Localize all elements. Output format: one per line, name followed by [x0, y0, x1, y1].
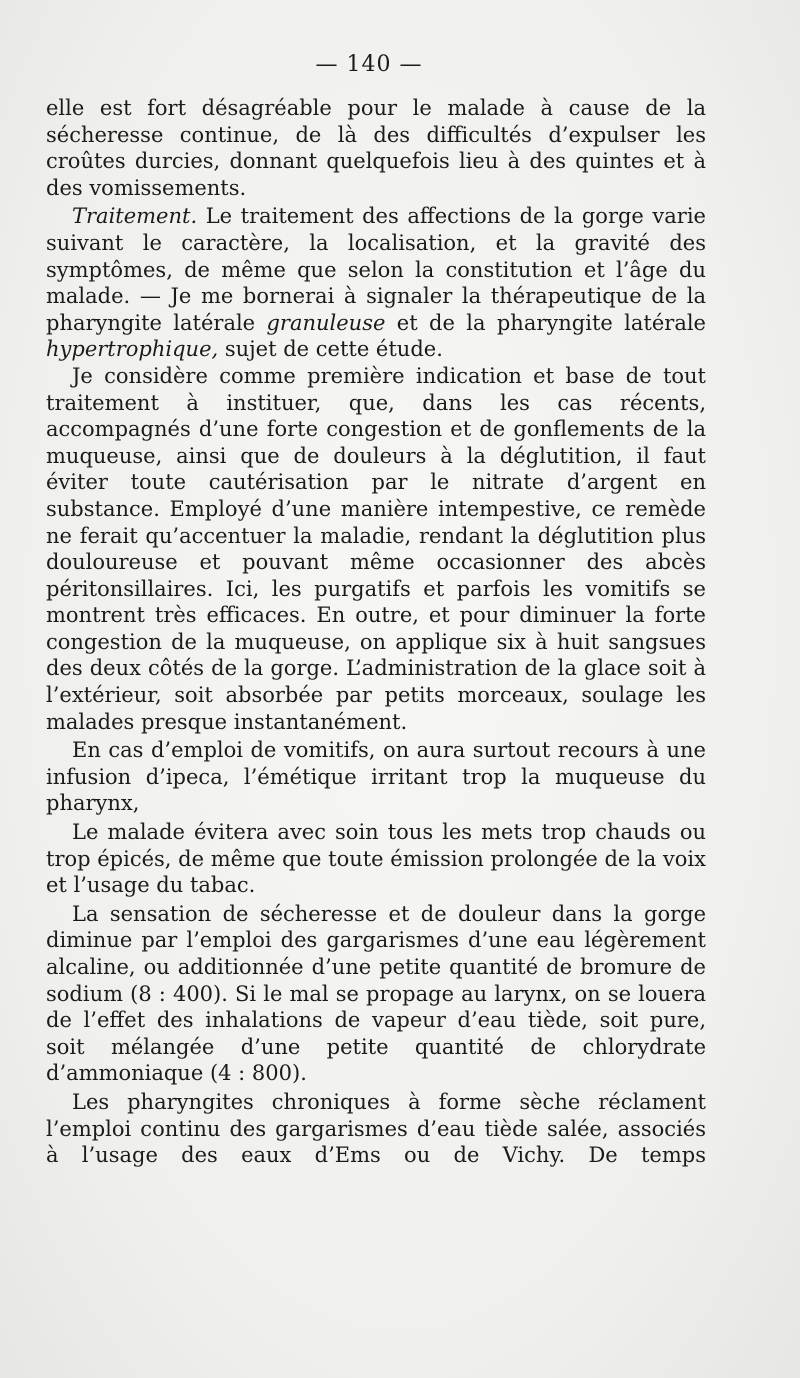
paragraph-4-text: En cas d’emploi de vomitifs, on aura surtout recours à une infusion d’ipeca, l’émétique irritant trop la muqueuse du pharynx, — [46, 738, 706, 816]
paragraph-6 — [46, 901, 706, 1087]
body-text — [46, 95, 706, 1169]
paragraph-2 — [46, 203, 706, 363]
paragraph-1-text: elle est fort désagréable pour le malade à cause de la sécheresse continue, de là des difficultés d’expulser les croûtes durcies, donnant quelquefois lieu à des quintes et à des vomissements. — [46, 96, 706, 200]
paragraph-2-text-a: Le traitement des affections de la gorge varie suivant le caractère, la localisation, et la gravité des symptômes, de même que selon la constitution et l’âge du malade. — Je me bornerai à signaler la thérapeutique de la pharyngite latérale — [46, 204, 706, 335]
paragraph-5-text: Le malade évitera avec soin tous les mets trop chauds ou trop épicés, de même que toute émission prolongée de la voix et l’usage du tabac. — [46, 820, 706, 898]
paragraph-7 — [46, 1089, 706, 1169]
page-number: — 140 — — [315, 52, 423, 77]
section-heading-traitement: Traitement. — [72, 204, 198, 229]
paragraph-4 — [46, 737, 706, 817]
term-hypertrophique: hypertrophique, — [46, 337, 219, 362]
paragraph-3-text: Je considère comme première indication et base de tout traitement à instituer, que, dans les cas récents, accompagnés d’une forte congestion et de gonflements de la muqueuse, ainsi que de douleurs à la déglutition, il faut éviter toute cautérisation par le nitrate d’argent en substance. Employé d’une manière intempestive, ce remède ne ferait qu’accentuer la maladie, rendant la déglutition plus douloureuse et pouvant même occasionner des abcès péritonsillaires. Ici, les purgatifs et parfois les vomitifs se montrent très efficaces. En outre, et pour diminuer la forte congestion de la muqueuse, on applique six à huit sangsues des deux côtés de la gorge. L’administration de la glace soit à l’extérieur, soit absorbée par petits morceaux, soulage les malades presque instantanément. — [46, 363, 706, 734]
paragraph-3 — [46, 363, 706, 735]
paragraph-2-text-c: sujet de cette étude. — [218, 337, 443, 362]
paragraph-1 — [46, 95, 706, 201]
term-granuleuse: granuleuse — [266, 310, 386, 335]
paragraph-6-text: La sensation de sécheresse et de douleur dans la gorge diminue par l’emploi des gargarismes d’une eau légèrement alcaline, ou additionnée d’une petite quantité de bromure de sodium (8 : 400). Si le mal se propage au larynx, on se louera de l’effet des inhalations de vapeur d’eau tiède, soit pure, soit mélangée d’une petite quantité de chlorydrate d’ammoniaque (4 : 800). — [46, 901, 706, 1086]
paragraph-5 — [46, 819, 706, 899]
paragraph-7-text: Les pharyngites chroniques à forme sèche réclament l’emploi continu des gargarismes d’eau tiède salée, associés à l’usage des eaux d’Ems ou de Vichy. De temps — [46, 1089, 706, 1168]
paragraph-2-text-b: et de la pharyngite latérale — [385, 310, 706, 335]
